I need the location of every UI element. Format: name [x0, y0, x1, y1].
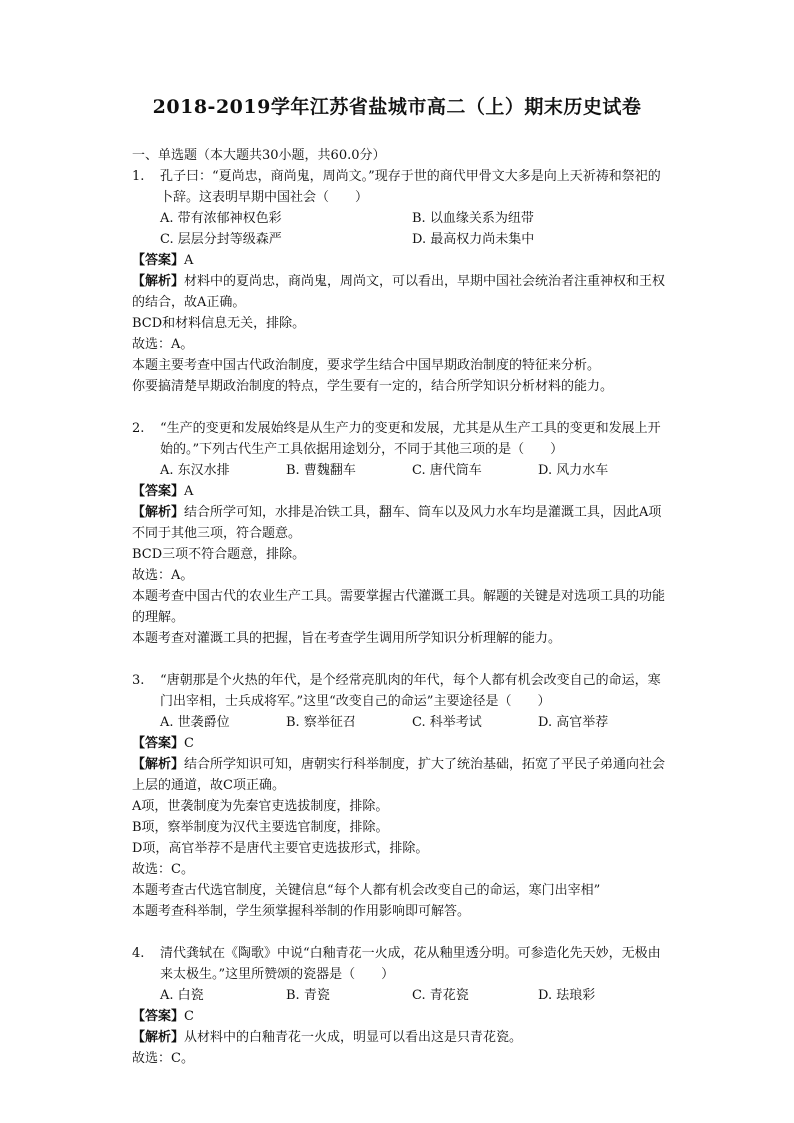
analysis-tag: 【解析】: [132, 757, 185, 772]
analysis-paragraph: BCD三项不符合题意，排除。: [132, 547, 306, 562]
analysis-text: 结合所学知识可知，唐朝实行科举制度，扩大了统治基础，拓宽了平民子弟通向社会上层的通道，故C项正确。: [132, 757, 666, 793]
analysis-paragraph: 本题考查对灌溉工具的把握，旨在考查学生调用所学知识分析理解的能力。: [132, 631, 562, 646]
options: [132, 712, 667, 733]
answer-tag: 【答案】: [132, 253, 185, 268]
option-c: C. 科举考试: [412, 715, 482, 730]
option-b: B. 曹魏翻车: [286, 463, 356, 478]
question-list: [132, 166, 667, 1069]
options: [132, 208, 667, 229]
answer-line: [132, 481, 667, 502]
analysis-line: [132, 754, 667, 796]
analysis-paragraph: 你要搞清楚早期政治制度的特点，学生要有一定的，结合所学知识分析材料的能力。: [132, 379, 614, 394]
options: [132, 460, 667, 481]
option-d: D. 风力水车: [538, 463, 609, 478]
option-a: A. 带有浓郁神权色彩: [160, 211, 282, 226]
analysis-paragraph: 本题考查中国古代的农业生产工具。需要掌握古代灌溉工具。解题的关键是对选项工具的功能的理解。: [132, 589, 666, 625]
options: [132, 229, 667, 250]
analysis-tag: 【解析】: [132, 505, 185, 520]
analysis-paragraph: BCD和材料信息无关，排除。: [132, 316, 306, 331]
option-c: C. 唐代筒车: [412, 463, 482, 478]
answer-line: [132, 733, 667, 754]
analysis-line: [132, 502, 667, 544]
options: [132, 985, 667, 1006]
question-stem: 清代龚轼在《陶歌》中说“白釉青花一火成，花从釉里透分明。可参造化先天妙，无极由来太极生。”这里所赞颂的瓷器是（ ）: [160, 946, 661, 982]
question-number: 4.: [132, 946, 145, 961]
analysis-text: 结合所学可知，水排是冶铁工具，翻车、筒车以及风力水车均是灌溉工具，因此A项不同于其他三项，符合题意。: [132, 505, 662, 541]
question-number: 3.: [132, 673, 145, 688]
option-b: B. 以血缘关系为纽带: [412, 211, 534, 226]
analysis-paragraph: 故选：C。: [132, 862, 194, 877]
question-number: 2.: [132, 421, 145, 436]
option-d: D. 高官举荐: [538, 715, 609, 730]
question-2: [132, 418, 667, 649]
analysis-paragraph: 本题考查科举制，学生须掌握科举制的作用影响即可解答。: [132, 904, 471, 919]
answer-tag: 【答案】: [132, 1009, 185, 1024]
option-c: C. 层层分封等级森严: [160, 232, 282, 247]
question-number: 1.: [132, 169, 145, 184]
option-b: B. 青瓷: [286, 988, 330, 1003]
question-stem: “唐朝那是个火热的年代，是个经常亮肌肉的年代，每个人都有机会改变自己的命运，寒门出宰相，士兵成将军。”这里“改变自己的命运”主要途径是（ ）: [160, 673, 661, 709]
option-b: B. 察举征召: [286, 715, 356, 730]
analysis-paragraph: A项，世袭制度为先秦官吏选拔制度，排除。: [132, 799, 389, 814]
answer-value: C: [184, 736, 194, 751]
option-d: D. 珐琅彩: [538, 988, 596, 1003]
answer-value: C: [184, 1009, 194, 1024]
analysis-text: 从材料中的白釉青花一火成，明显可以看出这是只青花瓷。: [184, 1030, 523, 1045]
analysis-text: 材料中的夏尚忠，商尚鬼，周尚文，可以看出，早期中国社会统治者注重神权和王权的结合，故A正确。: [132, 274, 666, 310]
question-stem: 孔子曰：“夏尚忠，商尚鬼，周尚文。”现存于世的商代甲骨文大多是向上天祈祷和祭祀的卜辞。这表明早期中国社会（ ）: [160, 169, 661, 205]
answer-line: [132, 1006, 667, 1027]
option-a: A. 世袭爵位: [160, 715, 230, 730]
question-stem: “生产的变更和发展始终是从生产力的变更和发展，尤其是从生产工具的变更和发展上开始的。”下列古代生产工具依据用途划分，不同于其他三项的是（ ）: [160, 421, 661, 457]
analysis-paragraph: 故选：A。: [132, 568, 194, 583]
section-heading: 一、单选题（本大题共30小题，共60.0分）: [132, 148, 386, 163]
question-1: [132, 166, 667, 397]
analysis-paragraph: 本题主要考查中国古代政治制度，要求学生结合中国早期政治制度的特征来分析。: [132, 358, 601, 373]
option-d: D. 最高权力尚未集中: [412, 232, 535, 247]
analysis-line: [132, 271, 667, 313]
page-title: 2018-2019学年江苏省盐城市高二（上）期末历史试卷: [152, 96, 642, 118]
answer-tag: 【答案】: [132, 736, 185, 751]
answer-tag: 【答案】: [132, 484, 185, 499]
analysis-paragraph: 本题考查古代选官制度，关键信息“每个人都有机会改变自己的命运，寒门出宰相”: [132, 883, 601, 898]
option-c: C. 青花瓷: [412, 988, 469, 1003]
option-a: A. 白瓷: [160, 988, 204, 1003]
question-4: [132, 943, 667, 1069]
answer-value: A: [184, 253, 194, 268]
answer-line: [132, 250, 667, 271]
option-a: A. 东汉水排: [160, 463, 230, 478]
analysis-tag: 【解析】: [132, 274, 185, 289]
analysis-paragraph: D项，高官举荐不是唐代主要官吏选拔形式，排除。: [132, 841, 429, 856]
answer-value: A: [184, 484, 194, 499]
analysis-tag: 【解析】: [132, 1030, 185, 1045]
analysis-line: [132, 1027, 667, 1048]
analysis-paragraph: 故选：A。: [132, 337, 194, 352]
question-3: [132, 670, 667, 922]
analysis-paragraph: 故选：C。: [132, 1051, 194, 1066]
analysis-paragraph: B项，察举制度为汉代主要选官制度，排除。: [132, 820, 389, 835]
